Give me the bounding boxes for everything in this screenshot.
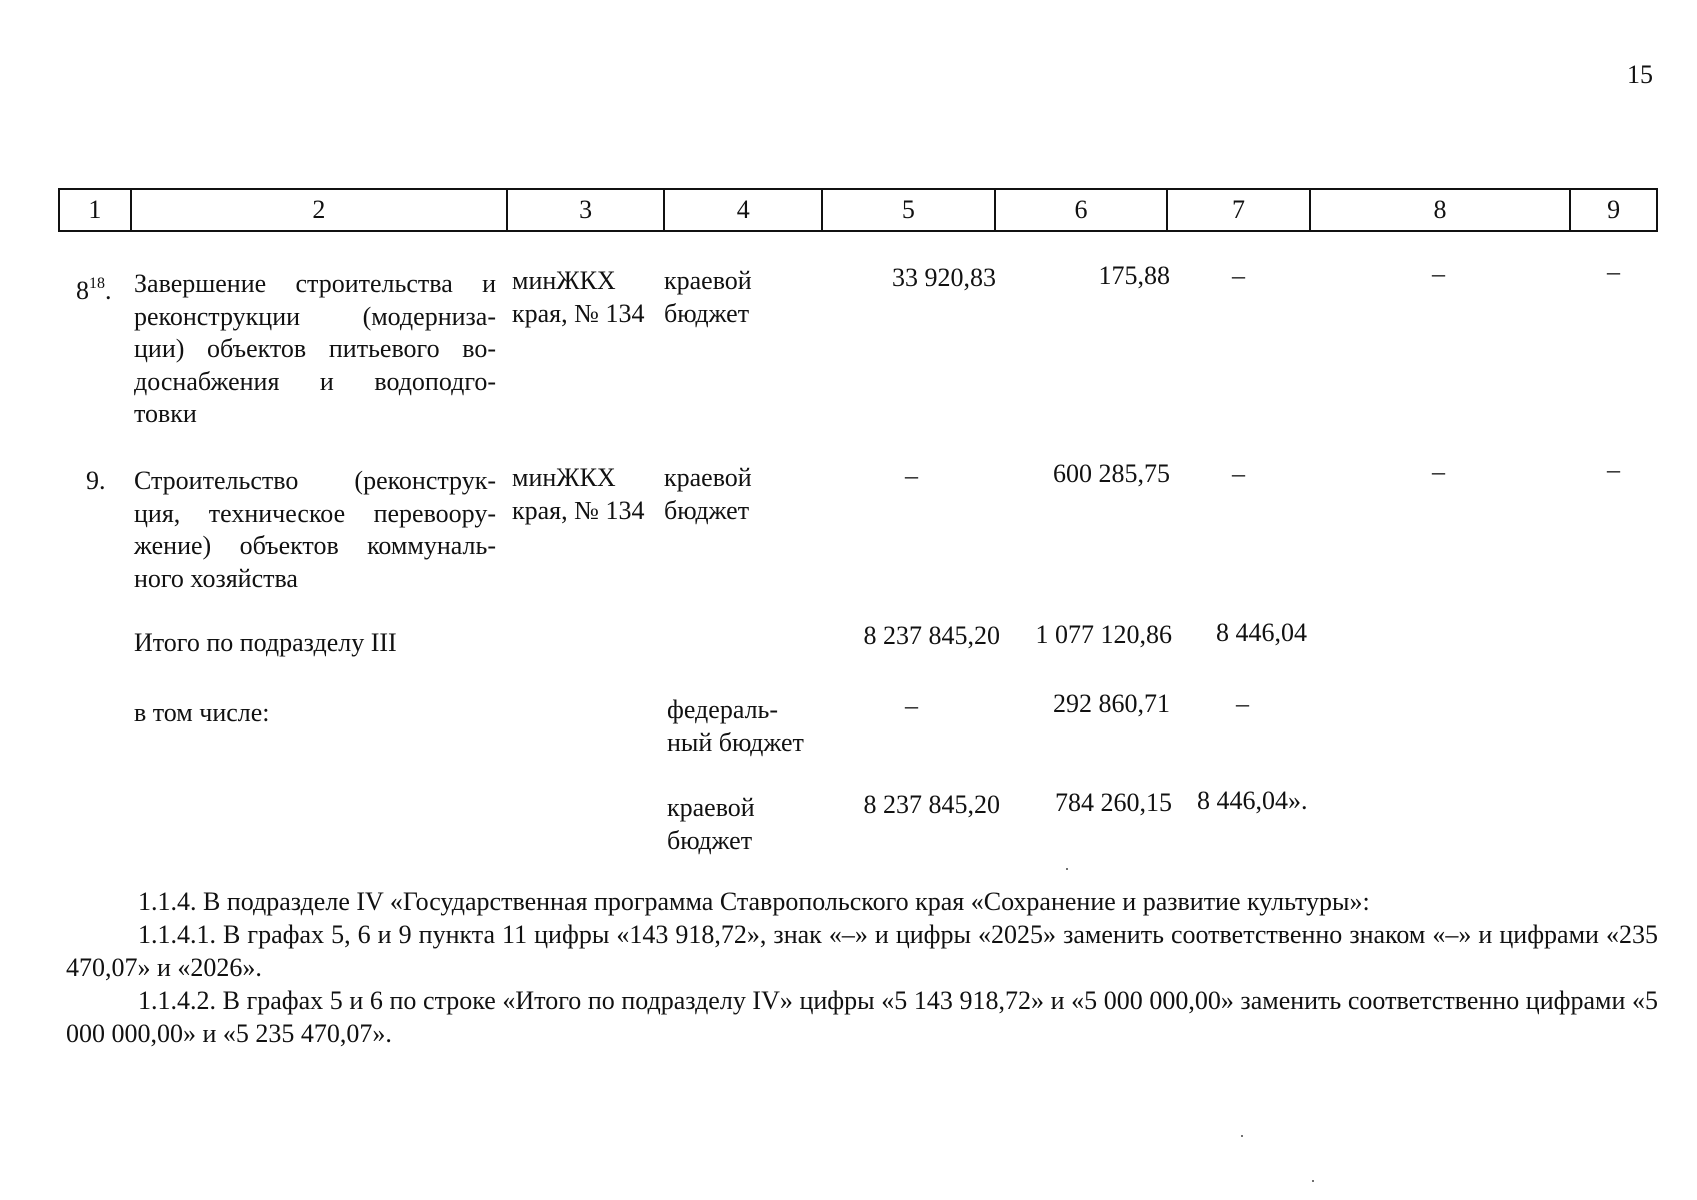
federal-source	[667, 694, 804, 759]
federal-col7-value: –	[1236, 689, 1249, 718]
federal-col6-value: 292 860,71	[1053, 689, 1170, 718]
regional-col5-value: 8 237 845,20	[863, 790, 1000, 819]
source-line: ный бюджет	[667, 727, 804, 757]
source-line: краевой	[664, 266, 752, 295]
row-col5-value: 33 920,83	[892, 263, 996, 292]
row-col6-value: 175,88	[1098, 261, 1170, 290]
row-col6-value: 600 285,75	[1053, 459, 1170, 488]
source-line: федераль-	[667, 695, 779, 724]
total-label: Итого по подразделу III	[134, 628, 397, 657]
description-line: товки	[134, 399, 197, 428]
header-col-2: 2	[132, 190, 508, 230]
row-col5-value: –	[905, 461, 918, 490]
header-col-6: 6	[996, 190, 1169, 230]
description-line: доснабжения и водоподго-	[134, 366, 496, 396]
row-number: 9.	[86, 466, 106, 495]
header-col-7: 7	[1168, 190, 1311, 230]
row-source	[664, 462, 752, 527]
executor-line: края, № 134	[512, 298, 645, 328]
table-header	[58, 188, 1658, 232]
row-col9-value: –	[1607, 455, 1620, 484]
paragraph: 1.1.4.2. В графах 5 и 6 по строке «Итого по подразделу IV» цифры «5 143 918,72» и «5 000 000,00» заменить соответственно цифрами «5 000 000,00» и «5 235 470,07».	[66, 986, 1658, 1048]
executor-line: минЖКХ	[512, 266, 616, 295]
description-line: реконструкции (модерниза-	[134, 301, 496, 331]
source-line: бюджет	[664, 495, 750, 525]
header-col-4: 4	[665, 190, 823, 230]
description-line: Завершение строительства и	[134, 269, 496, 298]
row-description	[134, 465, 496, 595]
row-source	[664, 265, 752, 330]
row-col8-value: –	[1432, 457, 1445, 486]
header-col-5: 5	[823, 190, 996, 230]
regional-col7-value: 8 446,04».	[1197, 786, 1308, 815]
amendment-text	[66, 885, 1658, 1050]
regional-col6-value: 784 260,15	[1055, 788, 1172, 817]
header-col-9: 9	[1607, 195, 1621, 224]
including-label: в том числе:	[134, 698, 270, 727]
source-line: бюджет	[667, 825, 753, 855]
row-executor	[512, 462, 660, 527]
description-line: ного хозяйства	[134, 563, 298, 593]
row-col8-value: –	[1432, 259, 1445, 288]
row-col9-value: –	[1607, 257, 1620, 286]
federal-col5-value: –	[905, 691, 918, 720]
source-line: краевой	[664, 463, 752, 492]
row-description	[134, 268, 496, 431]
description-line: ции) объектов питьевого во-	[134, 334, 496, 363]
description-line: ция, техническое перевоору-	[134, 498, 496, 528]
header-col-1: 1	[60, 190, 132, 230]
scan-speck	[1066, 868, 1068, 870]
scan-speck	[1312, 1180, 1314, 1182]
regional-source	[667, 792, 755, 857]
executor-line: минЖКХ	[512, 463, 616, 492]
executor-line: края, № 134	[512, 495, 645, 525]
total-col6-value: 1 077 120,86	[1035, 620, 1172, 649]
row-executor	[512, 265, 660, 330]
total-col5-value: 8 237 845,20	[863, 621, 1000, 650]
row-col7-value: –	[1232, 459, 1245, 488]
source-line: краевой	[667, 793, 755, 822]
description-line: Строительство (реконструк-	[134, 466, 496, 495]
total-col7-value: 8 446,04	[1216, 618, 1307, 647]
paragraph: 1.1.4. В подразделе IV «Государственная программа Ставропольского края «Сохранение и развитие культуры»:	[138, 887, 1370, 916]
description-line: жение) объектов коммуналь-	[134, 531, 496, 560]
page-number: 15	[1627, 60, 1653, 89]
paragraph: 1.1.4.1. В графах 5, 6 и 9 пункта 11 цифры «143 918,72», знак «–» и цифры «2025» заменить соответственно знаком «–» и цифрами «235 470,07» и «2026».	[66, 920, 1658, 982]
header-col-3: 3	[508, 190, 666, 230]
row-number: $8^{18}$.	[76, 275, 112, 305]
source-line: бюджет	[664, 298, 750, 328]
row-col7-value: –	[1232, 261, 1245, 290]
scan-speck	[1241, 1135, 1243, 1137]
header-col-8: 8	[1311, 190, 1571, 230]
